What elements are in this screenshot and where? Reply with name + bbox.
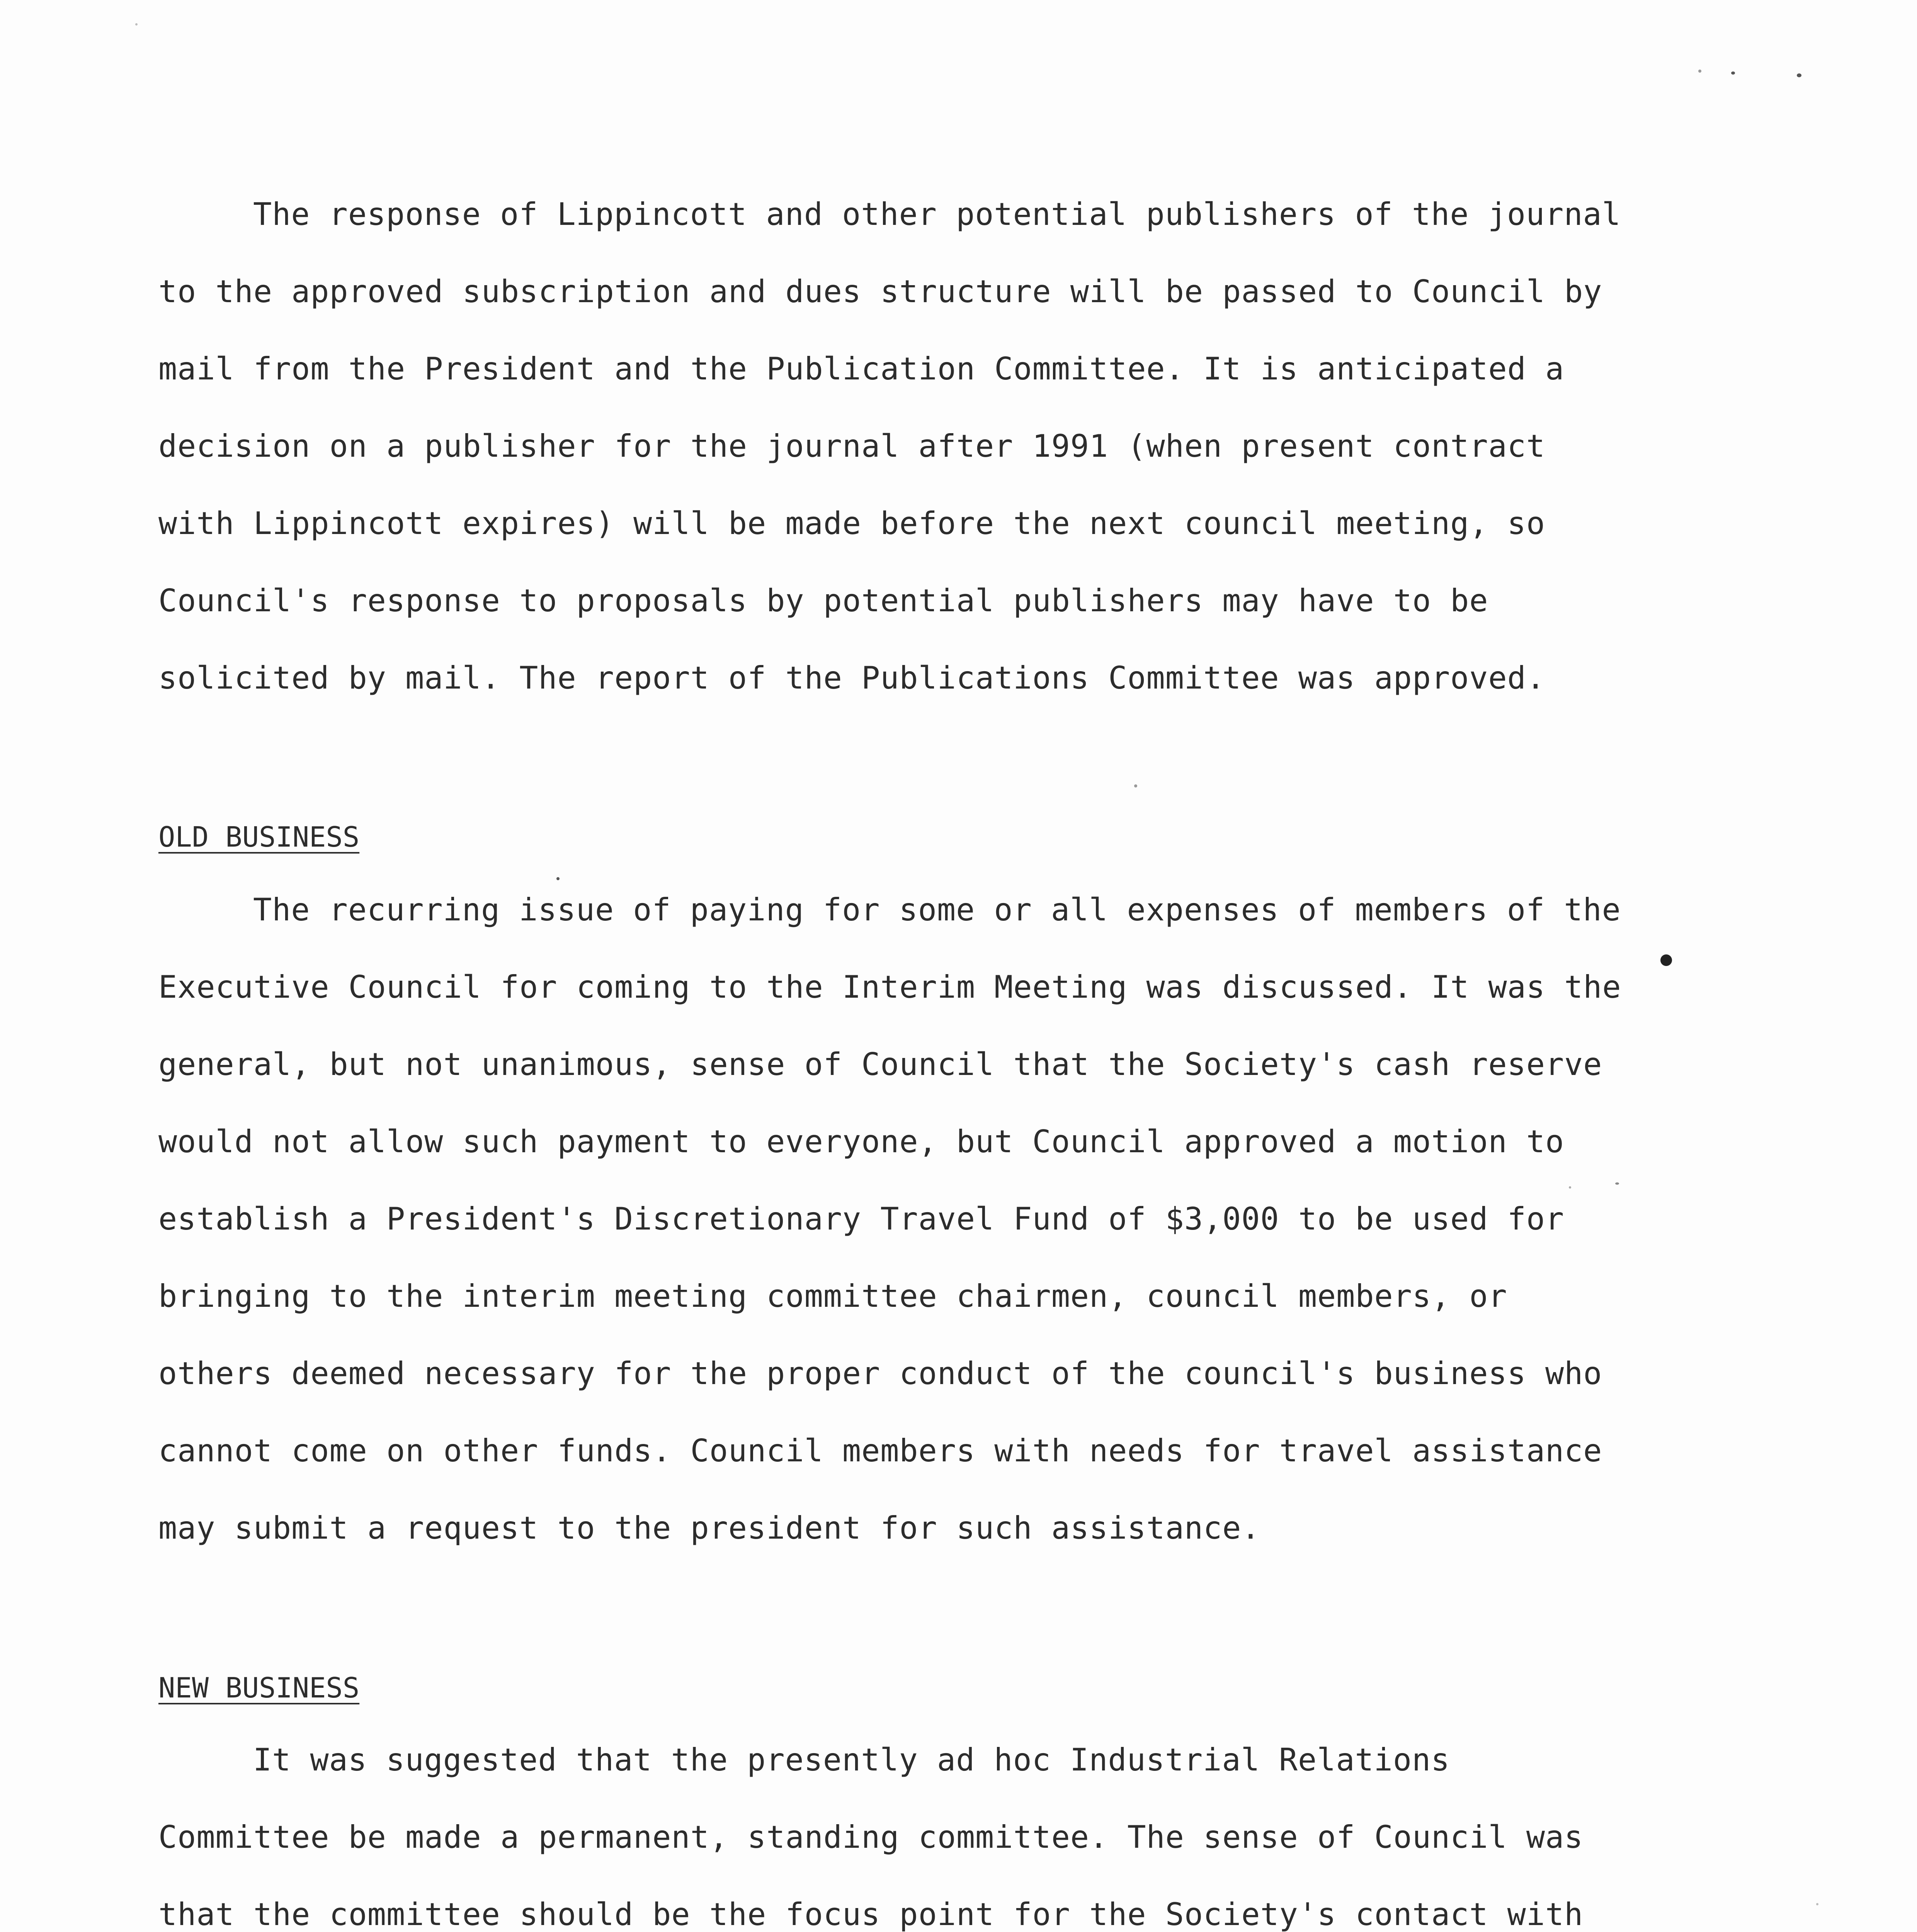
old-business-line-7: others deemed necessary for the proper conduct of the council's business who <box>158 1355 1602 1391</box>
old-business-line-5: establish a President's Discretionary Travel Fund of $3,000 to be used for <box>158 1201 1565 1237</box>
old-business-line-2: Executive Council for coming to the Interim Meeting was discussed. It was the <box>158 969 1621 1005</box>
scan-speck <box>135 23 138 26</box>
publications-line-4: decision on a publisher for the journal after 1991 (when present contract <box>158 428 1545 464</box>
publications-line-7: solicited by mail. The report of the Publications Committee was approved. <box>158 660 1545 696</box>
new-business-heading: NEW BUSINESS <box>158 1672 360 1704</box>
publications-line-2: to the approved subscription and dues structure will be passed to Council by <box>158 274 1602 310</box>
publications-line-3: mail from the President and the Publication Committee. It is anticipated a <box>158 351 1565 387</box>
publications-line-5: with Lippincott expires) will be made before the next council meeting, so <box>158 505 1545 541</box>
old-business-line-4: would not allow such payment to everyone, but Council approved a motion to <box>158 1124 1565 1160</box>
new-business-line-3: that the committee should be the focus point for the Society's contact with <box>158 1896 1584 1932</box>
publications-line-1: The response of Lippincott and other potential publishers of the journal <box>253 196 1621 232</box>
scan-speck <box>1134 784 1137 787</box>
old-business-line-1: The recurring issue of paying for some or all expenses of members of the <box>253 892 1621 928</box>
scan-speck <box>1816 1903 1818 1905</box>
old-business-line-8: cannot come on other funds. Council members with needs for travel assistance <box>158 1433 1602 1469</box>
old-business-line-9: may submit a request to the president for such assistance. <box>158 1510 1260 1546</box>
new-business-line-1: It was suggested that the presently ad hoc Industrial Relations <box>253 1742 1450 1778</box>
scan-speck <box>1698 70 1701 73</box>
scan-speck <box>1797 73 1801 77</box>
old-business-line-3: general, but not unanimous, sense of Council that the Society's cash reserve <box>158 1046 1602 1082</box>
scan-speck <box>556 877 560 880</box>
publications-line-6: Council's response to proposals by potential publishers may have to be <box>158 583 1488 619</box>
scan-speck <box>1569 1186 1571 1189</box>
scan-speck <box>1615 1182 1619 1185</box>
old-business-heading: OLD BUSINESS <box>158 821 360 853</box>
old-business-line-6: bringing to the interim meeting committee chairmen, council members, or <box>158 1278 1507 1314</box>
new-business-line-2: Committee be made a permanent, standing committee. The sense of Council was <box>158 1819 1584 1855</box>
scan-speck <box>1731 71 1735 75</box>
scan-speck <box>1660 954 1672 966</box>
